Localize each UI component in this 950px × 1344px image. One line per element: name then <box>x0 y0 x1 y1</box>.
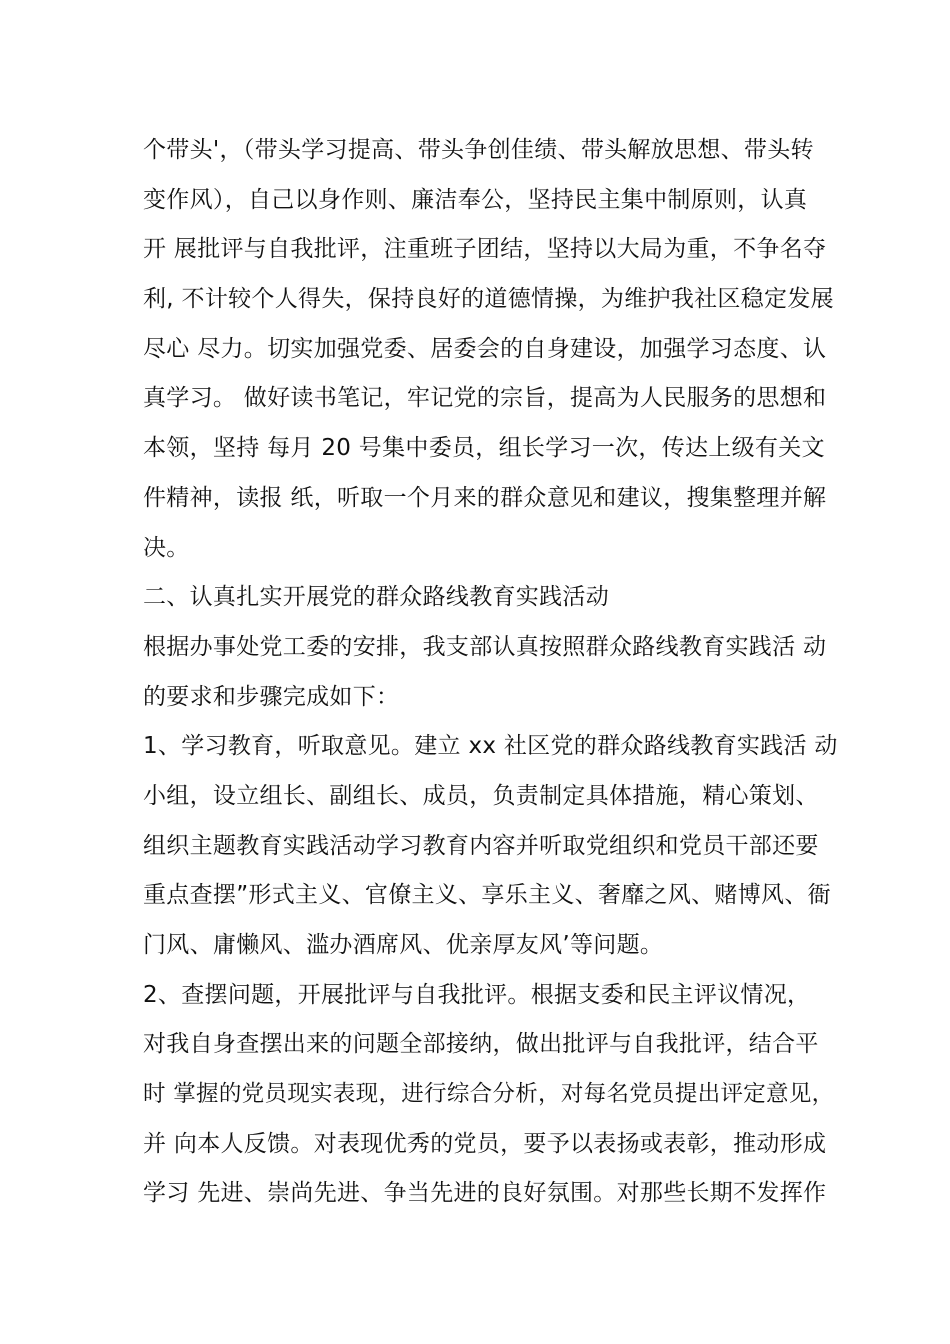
text-line: 1、学习教育，听取意见。建立 xx 社区党的群众路线教育实践活 动 <box>143 733 838 760</box>
section-heading: 二、认真扎实开展党的群众路线教育实践活动 <box>143 584 609 611</box>
text-line: 件精神，读报 纸，听取一个月来的群众意见和建议，搜集整理并解 <box>143 484 827 511</box>
text-line: 尽心 尽力。切实加强党委、居委会的自身建设，加强学习态度、认 <box>143 335 827 362</box>
text-line: 学习 先进、崇尚先进、争当先进的良好氛围。对那些长期不发挥作 <box>143 1180 827 1207</box>
text-line: 重点查摆”形式主义、官僚主义、享乐主义、奢靡之风、赌博风、衙 <box>143 882 831 909</box>
text-line: 的要求和步骤完成如下： <box>143 683 400 710</box>
text-line: 并 向本人反馈。对表现优秀的党员，要予以表扬或表彰，推动形成 <box>143 1130 827 1157</box>
body-text <box>143 126 843 1219</box>
text-line: 本领，坚持 每月 20 号集中委员，组长学习一次，传达上级有关文 <box>143 435 825 462</box>
text-line: 小组，设立组长、副组长、成员，负责制定具体措施，精心策划、 <box>143 782 819 809</box>
text-line: 个带头'，（带头学习提高、带头争创佳绩、带头解放思想、带头转 <box>143 137 814 163</box>
text-line: 组织主题教育实践活动学习教育内容并听取党组织和党员干部还要 <box>143 832 819 859</box>
text-line: 开 展批评与自我批评，注重班子团结，坚持以大局为重，不争名夺 <box>143 236 827 263</box>
text-line: 对我自身查摆出来的问题全部接纳，做出批评与自我批评，结合平 <box>143 1031 819 1058</box>
text-line: 2、查摆问题，开展批评与自我批评。根据支委和民主评议情况， <box>143 981 811 1008</box>
text-line: 真学习。 做好读书笔记，牢记党的宗旨，提高为人民服务的思想和 <box>143 385 827 412</box>
text-line: 门风、庸懒风、滥办酒席风、优亲厚友风’等问题。 <box>143 932 664 958</box>
text-line: 利, 不计较个人得失，保持良好的道德情操，为维护我社区稳定发展 <box>143 286 834 313</box>
text-line: 决。 <box>143 534 190 561</box>
text-line: 时 掌握的党员现实表现，进行综合分析，对每名党员提出评定意见， <box>143 1081 835 1108</box>
text-line: 变作风），自己以身作则、廉洁奉公，坚持民主集中制原则，认真 <box>143 186 808 213</box>
text-line: 根据办事处党工委的安排，我支部认真按照群众路线教育实践活 动 <box>143 633 827 660</box>
